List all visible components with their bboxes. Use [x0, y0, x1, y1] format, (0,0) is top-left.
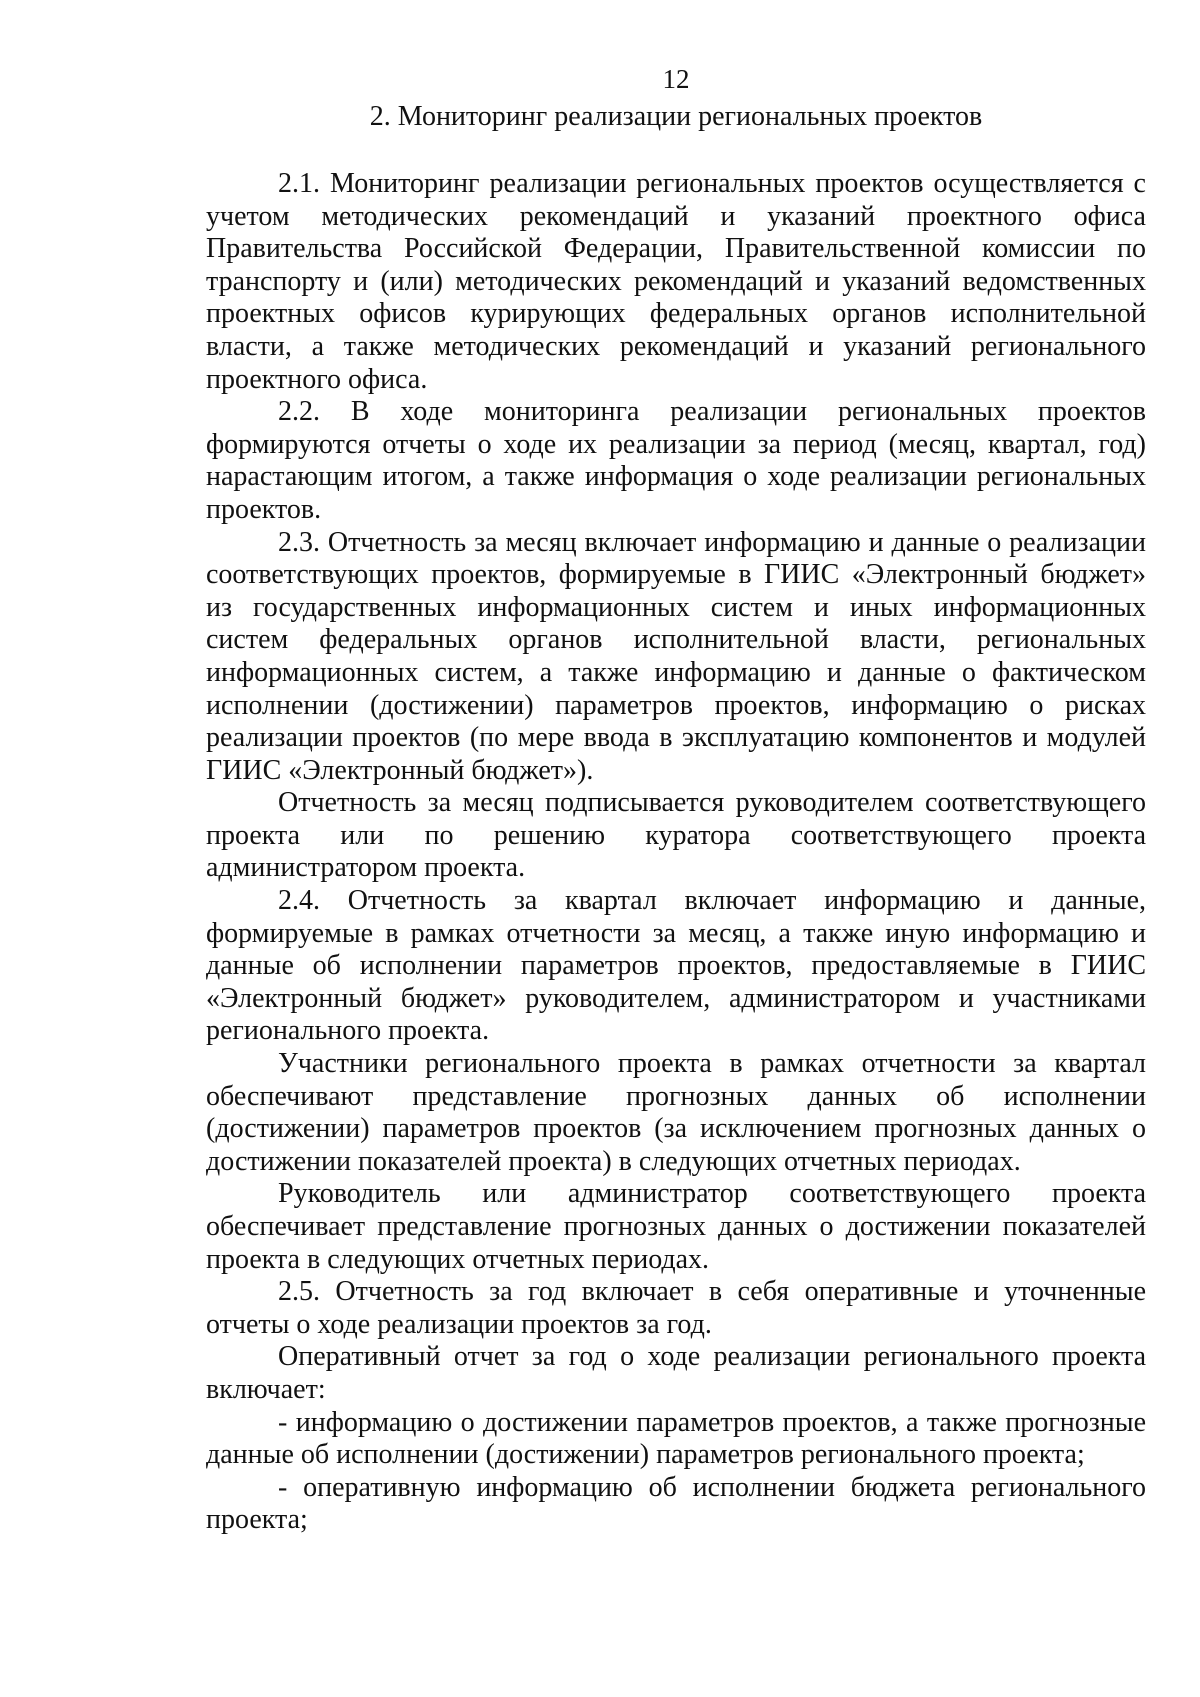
page-number: 12 — [662, 64, 690, 94]
paragraph-2-3: 2.3. Отчетность за месяц включает информацию и данные о реализации соответствующих проектов, формируемые в ГИИС «Электронный бюджет» из государственных информационных систем и иных информационных систем федеральных органов исполнительной власти, региональных информационных систем, а также информацию и данные о фактическом исполнении (достижении) параметров проектов, информацию о рисках реализации проектов (по мере ввода в эксплуатацию компонентов и модулей ГИИС «Электронный бюджет»). — [206, 526, 1146, 786]
list-item-budget: - оперативную информацию об исполнении бюджета регионального проекта; — [206, 1471, 1146, 1536]
paragraph-2-2: 2.2. В ходе мониторинга реализации региональных проектов формируются отчеты о ходе их реализации за период (месяц, квартал, год) нарастающим итогом, а также информация о ходе реализации региональных проектов. — [206, 396, 1146, 525]
paragraph-2-5: 2.5. Отчетность за год включает в себя оперативные и уточненные отчеты о ходе реализации проектов за год. — [206, 1276, 1146, 1340]
document-page — [206, 62, 1146, 1537]
section-title: 2. Мониторинг реализации региональных проектов — [369, 101, 983, 132]
paragraph-2-4: 2.4. Отчетность за квартал включает информацию и данные, формируемые в рамках отчетности за месяц, а также иную информацию и данные об исполнении параметров проектов, предоставляемые в ГИИС «Электронный бюджет» руководителем, администратором и участниками регионального проекта. — [206, 885, 1146, 1047]
paragraph-manager: Руководитель или администратор соответствующего проекта обеспечивает представление прогнозных данных о достижении показателей проекта в следующих отчетных периодах. — [206, 1178, 1146, 1275]
list-item-parameters: - информацию о достижении параметров проектов, а также прогнозные данные об исполнении (достижении) параметров регионального проекта; — [206, 1406, 1146, 1471]
paragraph-2-1: 2.1. Мониторинг реализации региональных проектов осуществляется с учетом методических рекомендаций и указаний проектного офиса Правительства Российской Федерации, Правительственной комиссии по транспорту и (или) методических рекомендаций и указаний ведомственных проектных офисов курирующих федеральных органов исполнительной власти, а также методических рекомендаций и указаний регионального проектного офиса. — [206, 168, 1146, 395]
paragraph-operational-report: Оперативный отчет за год о ходе реализации регионального проекта включает: — [206, 1341, 1146, 1405]
paragraph-monthly-signing: Отчетность за месяц подписывается руководителем соответствующего проекта или по решению куратора соответствующего проекта администратором проекта. — [206, 787, 1146, 884]
paragraph-participants: Участники регионального проекта в рамках отчетности за квартал обеспечивают представление прогнозных данных об исполнении (достижении) параметров проектов (за исключением прогнозных данных о достижении показателей проекта) в следующих отчетных периодах. — [206, 1048, 1146, 1177]
